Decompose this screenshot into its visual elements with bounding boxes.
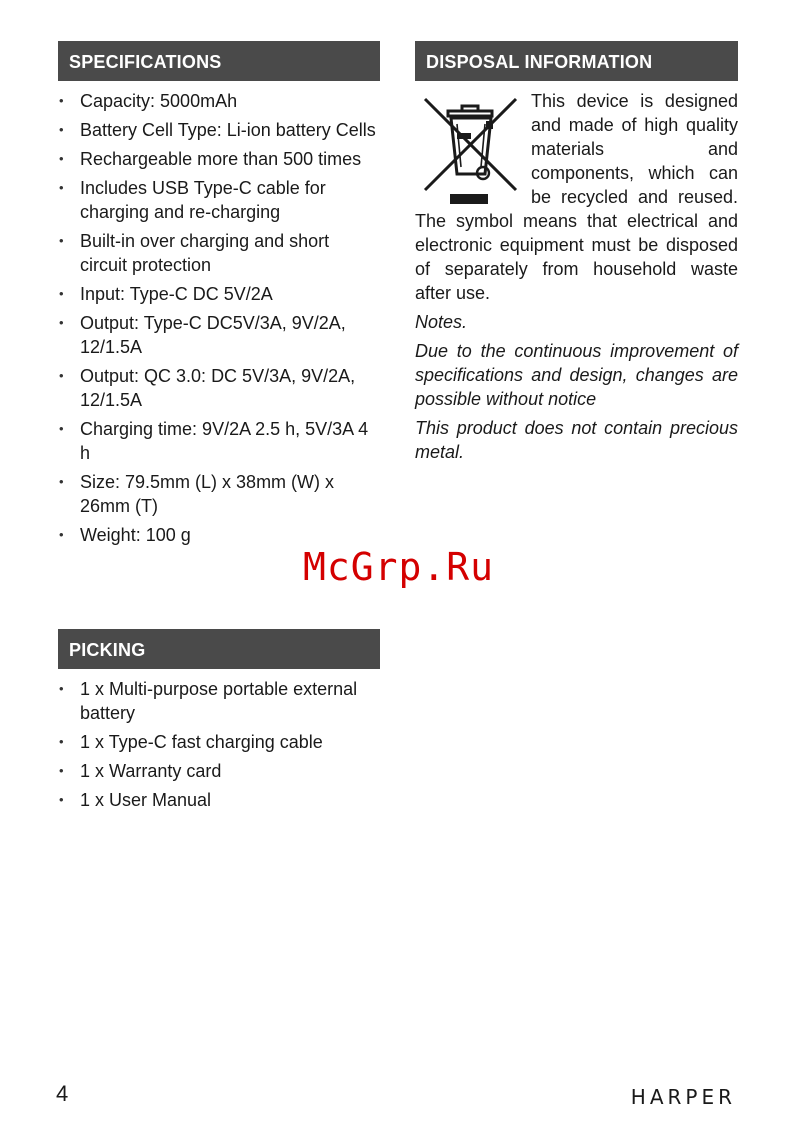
note-precious-metal: This product does not contain precious metal. [415,418,738,462]
watermark: McGrp.Ru [303,545,495,589]
picking-item-battery: • 1 x Multi-purpose portable external battery [58,677,380,725]
picking-heading: PICKING [58,629,380,669]
picking-item-warranty: • 1 x Warranty card [58,759,380,783]
disposal-text: This device is designed and made of high quality materials and components, which can be recycled and reused. The symbol means that electrical and electronic equipment must be disposed of separately from household waste after use. [415,91,738,303]
disposal-body [415,89,738,464]
picking-section [58,629,380,817]
disposal-heading: DISPOSAL INFORMATION [415,41,738,81]
spec-output-qc: • Output: QC 3.0: DC 5V/3A, 9V/2A, 12/1.5A [58,364,380,412]
spec-cell-type: • Battery Cell Type: Li-ion battery Cells [58,118,380,142]
specifications-heading: SPECIFICATIONS [58,41,380,81]
disposal-section [415,41,738,464]
spec-recharge-cycles: • Rechargeable more than 500 times [58,147,380,171]
brand-logo: HARPER [630,1085,736,1109]
spec-weight: • Weight: 100 g [58,523,380,547]
page-number: 4 [56,1081,69,1106]
spec-capacity: • Capacity: 5000mAh [58,89,380,113]
spec-cable: • Includes USB Type-C cable for charging and re-charging [58,176,380,224]
spec-size: • Size: 79.5mm (L) x 38mm (W) x 26mm (T) [58,470,380,518]
picking-list [58,677,380,812]
spec-protection: • Built-in over charging and short circuit protection [58,229,380,277]
note-improvement: Due to the continuous improvement of specifications and design, changes are possible without notice [415,341,738,409]
crossed-bin-icon [415,91,525,209]
notes-label: Notes. [415,312,468,332]
specifications-section [58,41,380,552]
picking-item-manual: • 1 x User Manual [58,788,380,812]
spec-output-typec: • Output: Type-C DC5V/3A, 9V/2A, 12/1.5A [58,311,380,359]
specifications-list [58,89,380,547]
spec-charging-time: • Charging time: 9V/2A 2.5 h, 5V/3A 4 h [58,417,380,465]
spec-input: • Input: Type-C DC 5V/2A [58,282,380,306]
picking-item-cable: • 1 x Type-C fast charging cable [58,730,380,754]
